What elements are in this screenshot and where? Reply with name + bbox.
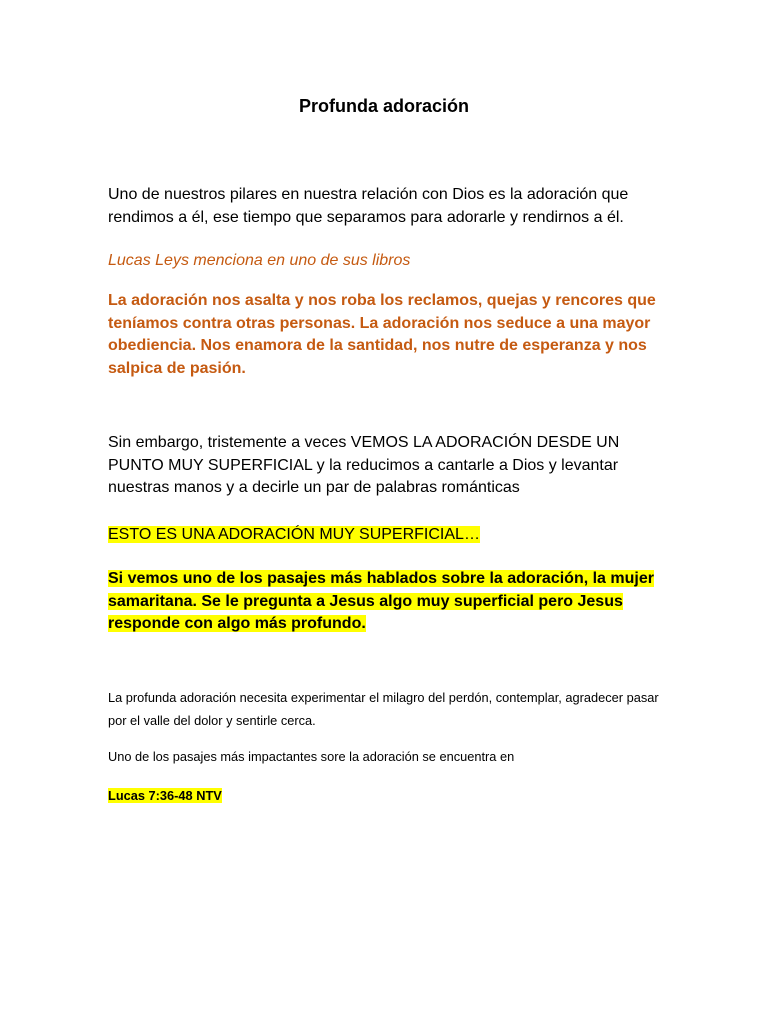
quote-paragraph: La adoración nos asalta y nos roba los reclamos, quejas y rencores que teníamos contra otras personas. La adoración nos seduce a una mayor obediencia. Nos enamora de la santidad, nos nutre de esperanza y nos salpica de pasión. [108, 292, 656, 377]
scripture-reference [108, 784, 668, 807]
quote-intro: Lucas Leys menciona en uno de sus libros [108, 252, 411, 269]
samaritan-paragraph [108, 568, 668, 636]
intro-paragraph: Uno de nuestros pilares en nuestra relación con Dios es la adoración que rendimos a él, ese tiempo que separamos para adorarle y rendirnos a él. [108, 186, 629, 226]
deep-worship-paragraph: La profunda adoración necesita experimentar el milagro del perdón, contemplar, agradecer pasar por el valle del dolor y sentirle cerca. [108, 690, 659, 728]
superficial-paragraph: Sin embargo, tristemente a veces VEMOS LA ADORACIÓN DESDE UN PUNTO MUY SUPERFICIAL y la reducimos a cantarle a Dios y levantar nuestras manos y a decirle un par de palabras románticas [108, 434, 620, 496]
highlight-statement [108, 524, 668, 547]
scripture-reference-text: Lucas 7:36-48 NTV [108, 788, 222, 803]
samaritan-paragraph-text: Si vemos uno de los pasajes más hablados sobre la adoración, la mujer samaritana. Se le pregunta a Jesus algo muy superficial pero Jesus responde con algo más profundo. [108, 570, 654, 632]
page-title: Profunda adoración [298, 96, 469, 116]
passage-intro-paragraph: Uno de los pasajes más impactantes sore la adoración se encuentra en [108, 749, 515, 764]
highlight-statement-text: ESTO ES UNA ADORACIÓN MUY SUPERFICIAL… [108, 526, 480, 543]
